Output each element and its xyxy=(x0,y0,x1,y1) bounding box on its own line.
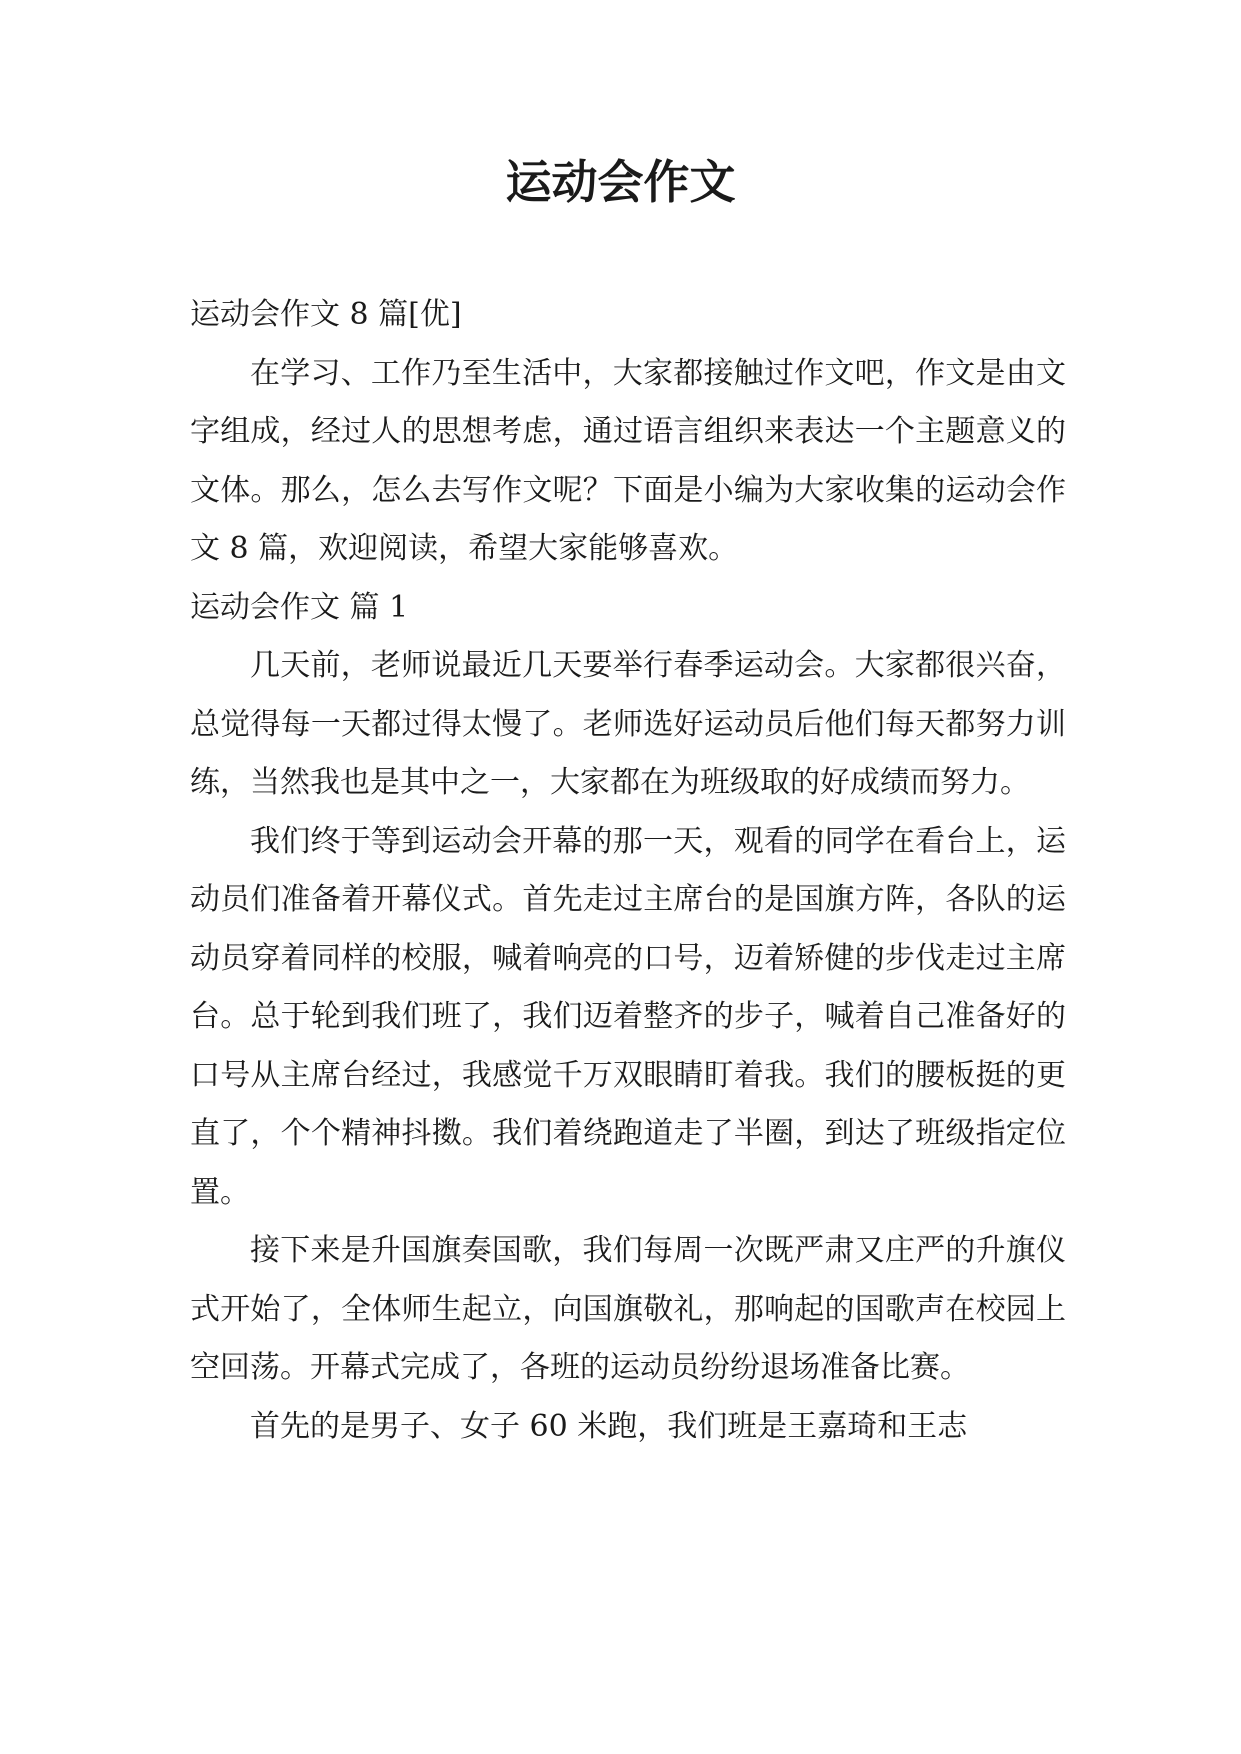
section-heading: 运动会作文 篇 1 xyxy=(190,589,409,625)
document-body xyxy=(190,286,1066,1456)
intro-paragraph: 在学习、工作乃至生活中，大家都接触过作文吧，作文是由文字组成，经过人的思想考虑，通过语言组织来表达一个主题意义的文体。那么，怎么去写作文呢？下面是小编为大家收集的运动会作文 8 篇，欢迎阅读，希望大家能够喜欢。 xyxy=(190,355,1066,566)
body-paragraph: 几天前，老师说最近几天要举行春季运动会。大家都很兴奋，总觉得每一天都过得太慢了。老师选好运动员后他们每天都努力训练，当然我也是其中之一，大家都在为班级取的好成绩而努力。 xyxy=(190,648,1066,800)
body-paragraph: 接下来是升国旗奏国歌，我们每周一次既严肃又庄严的升旗仪式开始了，全体师生起立，向国旗敬礼，那响起的国歌声在校园上空回荡。开幕式完成了，各班的运动员纷纷退场准备比赛。 xyxy=(190,1233,1066,1385)
body-paragraph: 我们终于等到运动会开幕的那一天，观看的同学在看台上，运动员们准备着开幕仪式。首先走过主席台的是国旗方阵，各队的运动员穿着同样的校服，喊着响亮的口号，迈着矫健的步伐走过主席台。总于轮到我们班了，我们迈着整齐的步子，喊着自己准备好的口号从主席台经过，我感觉千万双眼睛盯着我。我们的腰板挺的更直了，个个精神抖擞。我们着绕跑道走了半圈，到达了班级指定位置。 xyxy=(190,823,1066,1210)
document-title: 运动会作文 xyxy=(505,155,736,209)
body-paragraph: 首先的是男子、女子 60 米跑，我们班是王嘉琦和王志 xyxy=(250,1408,968,1444)
document-subtitle: 运动会作文 8 篇[优] xyxy=(190,297,462,332)
